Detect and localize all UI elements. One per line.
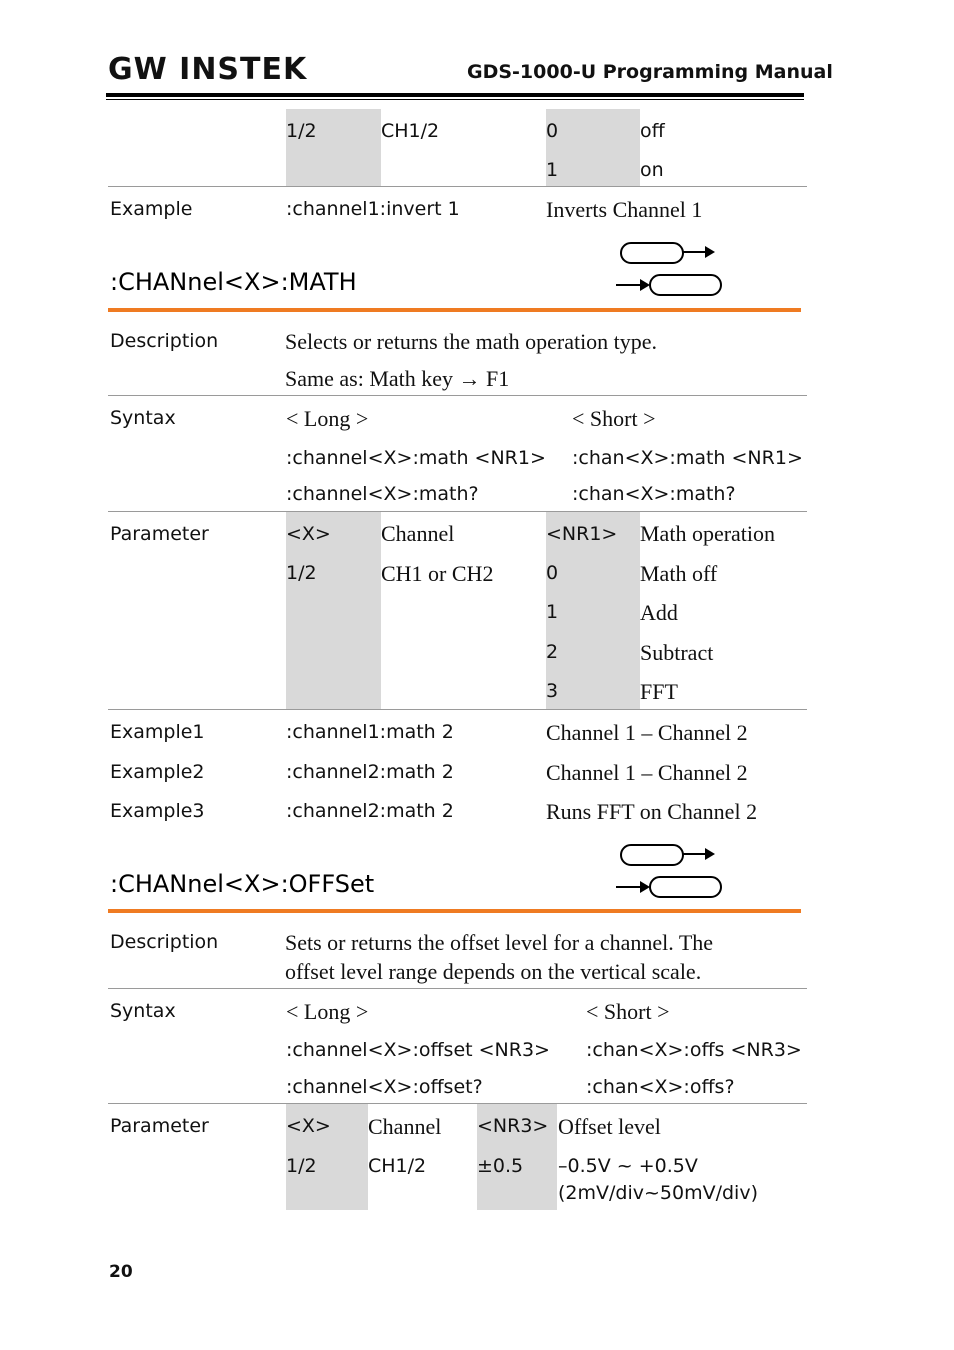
nr3-value-desc: (2mV/div~50mV/div) [558, 1182, 758, 1204]
top-param-desc: CH1/2 [381, 120, 440, 142]
top-value-shade [546, 109, 640, 186]
divider [108, 709, 807, 710]
description-line: offset level range depends on the vertical scale. [285, 959, 702, 984]
example-description: Channel 1 – Channel 2 [546, 760, 748, 785]
example-description: Inverts Channel 1 [546, 197, 703, 222]
example-label: Example [110, 198, 193, 220]
short-syntax: :chan<X>:math? [572, 483, 736, 505]
param-x-value-desc: CH1/2 [368, 1155, 427, 1177]
top-row-value: 1 [546, 159, 559, 181]
description-label: Description [110, 931, 219, 953]
param-x-desc-header: Channel [368, 1114, 442, 1139]
example-command: :channel2:math 2 [286, 800, 454, 822]
example-command: :channel2:math 2 [286, 761, 454, 783]
math-section-title: :CHANnel<X>:MATH [110, 268, 357, 296]
nr1-value: 3 [546, 680, 559, 702]
example-label: Example2 [110, 761, 205, 783]
nr1-value: 0 [546, 562, 559, 584]
param-x-header: <X> [286, 523, 331, 545]
top-row-desc: off [640, 120, 665, 142]
param-x-header: <X> [286, 1115, 331, 1137]
syntax-label: Syntax [110, 1000, 176, 1022]
offset-section-title: :CHANnel<X>:OFFSet [110, 870, 375, 898]
long-header: < Long > [286, 406, 369, 431]
example-description: Runs FFT on Channel 2 [546, 799, 758, 824]
section-rule [108, 909, 801, 913]
long-syntax: :channel<X>:offset? [286, 1076, 483, 1098]
nr3-value-desc: –0.5V ~ +0.5V [558, 1155, 698, 1177]
short-syntax: :chan<X>:offs <NR3> [586, 1039, 802, 1061]
parameter-label: Parameter [110, 523, 209, 545]
short-syntax: :chan<X>:offs? [586, 1076, 735, 1098]
description-line: Selects or returns the math operation type. [285, 329, 658, 354]
divider [108, 186, 807, 187]
short-header: < Short > [572, 406, 656, 431]
section-rule [108, 308, 801, 312]
header-rule-thin [106, 99, 804, 100]
description-line: Same as: Math key → F1 [285, 366, 510, 391]
divider [108, 988, 807, 989]
long-syntax: :channel<X>:offset <NR3> [286, 1039, 550, 1061]
manual-title: GDS-1000-U Programming Manual [467, 61, 833, 83]
param-x-value: 1/2 [286, 562, 317, 584]
nr1-value: 1 [546, 601, 559, 623]
param-x-desc-header: Channel [381, 521, 455, 546]
example-description: Channel 1 – Channel 2 [546, 720, 748, 745]
divider [108, 1103, 807, 1104]
param-nr1-desc-header: Math operation [640, 521, 776, 546]
nr1-desc: Math off [640, 561, 718, 586]
divider [108, 395, 807, 396]
brand-logo: GW INSTEK [108, 52, 308, 87]
example-label: Example3 [110, 800, 205, 822]
nr1-desc: Subtract [640, 640, 714, 665]
nr3-value: ±0.5 [477, 1155, 524, 1177]
top-param-value: 1/2 [286, 120, 317, 142]
header-rule [106, 93, 804, 97]
top-row-desc: on [640, 159, 664, 181]
description-label: Description [110, 330, 219, 352]
nr1-desc: Add [640, 600, 678, 625]
nr1-desc: FFT [640, 679, 678, 704]
long-syntax: :channel<X>:math? [286, 483, 479, 505]
divider [108, 511, 807, 512]
nr1-value: 2 [546, 641, 559, 663]
param-x-value: 1/2 [286, 1155, 317, 1177]
param-nr1-header: <NR1> [546, 523, 618, 545]
top-row-value: 0 [546, 120, 559, 142]
param-nr3-desc-header: Offset level [558, 1114, 661, 1139]
example-label: Example1 [110, 721, 205, 743]
page-number: 20 [109, 1262, 133, 1282]
short-header: < Short > [586, 999, 670, 1024]
parameter-label: Parameter [110, 1115, 209, 1137]
param-nr3-header: <NR3> [477, 1115, 549, 1137]
example-command: :channel1:math 2 [286, 721, 454, 743]
syntax-label: Syntax [110, 407, 176, 429]
description-line: Sets or returns the offset level for a channel. The [285, 930, 714, 955]
long-syntax: :channel<X>:math <NR1> [286, 447, 546, 469]
long-header: < Long > [286, 999, 369, 1024]
param-x-value-desc: CH1 or CH2 [381, 561, 494, 586]
example-command: :channel1:invert 1 [286, 198, 460, 220]
short-syntax: :chan<X>:math <NR1> [572, 447, 803, 469]
